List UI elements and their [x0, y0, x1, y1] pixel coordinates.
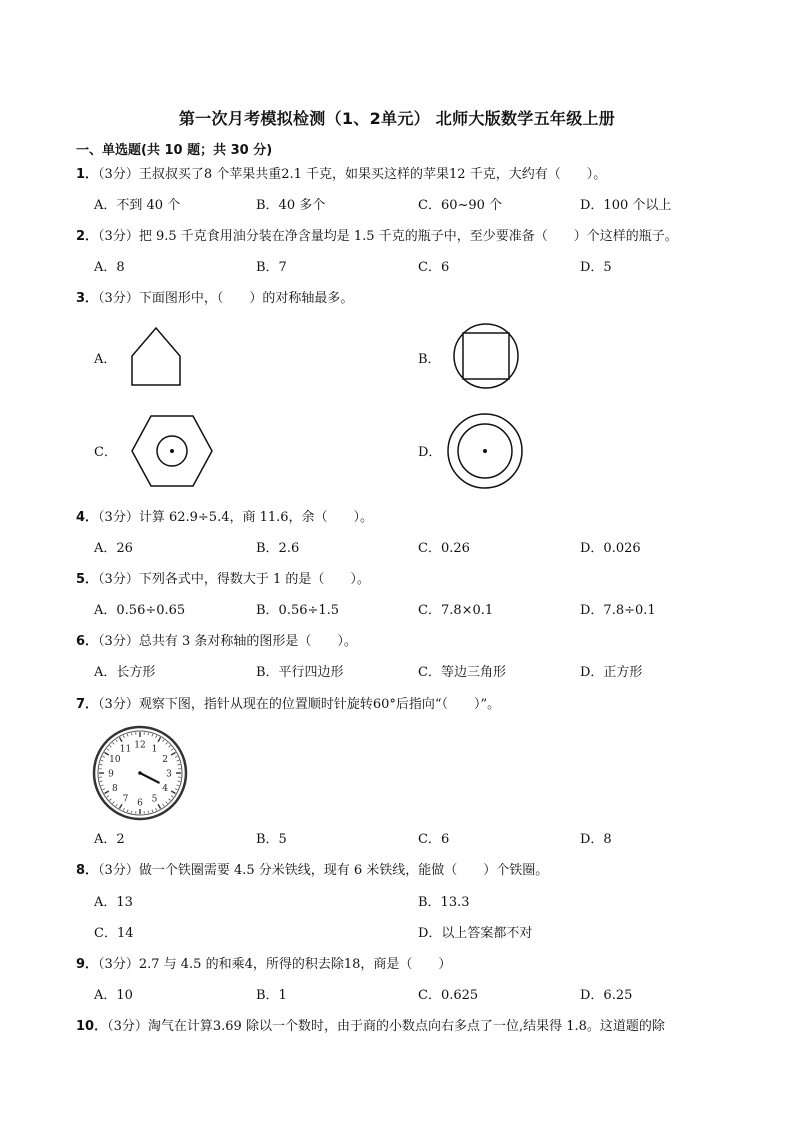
question-7: [76, 696, 500, 714]
option-c[interactable]: C．0.26: [418, 541, 470, 556]
option-a[interactable]: A．0.56÷0.65: [94, 603, 186, 618]
clock-numeral: 2: [162, 755, 168, 765]
question-score: （3分）: [98, 510, 139, 525]
clock-numeral: 9: [108, 769, 114, 780]
question-score: （3分）: [98, 229, 139, 244]
clock-center: [138, 771, 142, 775]
clock-numeral: 4: [162, 784, 168, 794]
question-1: [76, 166, 606, 184]
option-a[interactable]: A．26: [94, 541, 133, 556]
clock-numeral: 12: [134, 740, 146, 751]
option-c[interactable]: C．6: [418, 260, 450, 275]
clock-numeral: 6: [137, 798, 143, 809]
question-score: （3分）: [98, 167, 139, 182]
question-3: [76, 290, 353, 308]
question-score: （3分）: [98, 863, 139, 878]
question-text: 把 9.5 千克食用油分装在净含量均是 1.5 千克的瓶子中，至少要准备（ ）个这样的瓶子。: [138, 229, 678, 244]
question-10: [76, 1018, 665, 1036]
question-score: （3分）: [98, 572, 139, 587]
option-c[interactable]: C．60~90 个: [418, 198, 503, 213]
hexagon-with-circle-shape: [130, 414, 214, 488]
option-d[interactable]: D．7.8÷0.1: [580, 603, 656, 618]
question-text: 淘气在计算3.69 除以一个数时，由于商的小数点向右多点了一位,结果得 1.8。这道题的除: [147, 1019, 665, 1034]
clock-numeral: 1: [151, 744, 158, 755]
option-b[interactable]: B．1: [256, 988, 287, 1003]
question-number: 8．: [76, 863, 99, 878]
question-text: 下面图形中，（ ）的对称轴最多。: [138, 291, 354, 306]
question-9: [76, 956, 451, 974]
question-score: （3分）: [107, 1019, 148, 1034]
option-b[interactable]: B．0.56÷1.5: [256, 603, 340, 618]
option-c[interactable]: C．: [94, 445, 117, 460]
option-d[interactable]: D．0.026: [580, 541, 641, 556]
square-in-circle-shape: [452, 322, 520, 390]
question-number: 3．: [76, 291, 99, 306]
question-text: 2.7 与 4.5 的和乘4，所得的积去除18，商是（ ）: [138, 957, 452, 972]
concentric-circles-shape: [446, 412, 524, 490]
question-5: [76, 571, 370, 589]
question-text: 计算 62.9÷5.4，商 11.6，余（ ）。: [138, 510, 374, 525]
option-b[interactable]: B．平行四边形: [256, 665, 344, 680]
option-c[interactable]: C．0.625: [418, 988, 479, 1003]
clock-figure: [92, 722, 188, 824]
option-b[interactable]: B．5: [256, 832, 287, 847]
question-score: （3分）: [98, 697, 139, 712]
option-d[interactable]: D．正方形: [580, 665, 643, 680]
question-number: 10．: [76, 1019, 108, 1034]
question-8: [76, 862, 548, 880]
option-a[interactable]: A．13: [94, 895, 133, 910]
option-a[interactable]: A．10: [94, 988, 133, 1003]
question-text: 下列各式中，得数大于 1 的是（ ）。: [138, 572, 370, 587]
question-number: 5．: [76, 572, 99, 587]
option-d[interactable]: D．: [418, 445, 442, 460]
option-c[interactable]: C．7.8×0.1: [418, 603, 494, 618]
option-c[interactable]: C．等边三角形: [418, 665, 506, 680]
question-6: [76, 633, 357, 651]
option-d[interactable]: D．以上答案都不对: [418, 926, 533, 941]
option-d[interactable]: D．6.25: [580, 988, 633, 1003]
clock-numeral: 10: [109, 755, 121, 765]
page-title: 第一次月考模拟检测（1、2单元） 北师大版数学五年级上册: [178, 109, 616, 128]
pentagon-house-shape: [130, 326, 182, 386]
question-4: [76, 509, 373, 527]
section-heading: 一、单选题(共 10 题；共 30 分): [76, 143, 273, 158]
option-a[interactable]: A．: [94, 352, 117, 367]
clock-numeral: 5: [151, 794, 158, 805]
clock-numeral: 7: [122, 794, 129, 805]
clock-numeral: 8: [112, 784, 118, 794]
option-b[interactable]: B．2.6: [256, 541, 300, 556]
option-b[interactable]: B．: [418, 352, 441, 367]
question-number: 1．: [76, 167, 99, 182]
option-c[interactable]: C．14: [94, 926, 134, 941]
question-score: （3分）: [98, 291, 139, 306]
option-d[interactable]: D．8: [580, 832, 612, 847]
option-c[interactable]: C．6: [418, 832, 450, 847]
option-a[interactable]: A．2: [94, 832, 125, 847]
question-score: （3分）: [98, 634, 139, 649]
option-b[interactable]: B．7: [256, 260, 287, 275]
option-a[interactable]: A．长方形: [94, 665, 156, 680]
question-number: 4．: [76, 510, 99, 525]
question-number: 7．: [76, 697, 99, 712]
option-d[interactable]: D．100 个以上: [580, 198, 672, 213]
question-number: 6．: [76, 634, 99, 649]
question-score: （3分）: [98, 957, 139, 972]
question-text: 观察下图，指针从现在的位置顺时针旋转60°后指向“（ ）”。: [138, 697, 501, 712]
question-text: 总共有 3 条对称轴的图形是（ ）。: [138, 634, 357, 649]
question-2: [76, 228, 678, 246]
option-a[interactable]: A．8: [94, 260, 125, 275]
question-text: 王叔叔买了8 个苹果共重2.1 千克，如果买这样的苹果12 千克，大约有（ ）。: [138, 167, 607, 182]
option-b[interactable]: B．13.3: [418, 895, 470, 910]
question-number: 9．: [76, 957, 99, 972]
option-b[interactable]: B．40 多个: [256, 198, 326, 213]
option-d[interactable]: D．5: [580, 260, 612, 275]
option-a[interactable]: A．不到 40 个: [94, 198, 181, 213]
clock-numeral: 11: [119, 744, 132, 755]
question-text: 做一个铁圈需要 4.5 分米铁线，现有 6 米铁线，能做（ ）个铁圈。: [138, 863, 549, 878]
question-number: 2．: [76, 229, 99, 244]
clock-numeral: 3: [166, 769, 172, 780]
